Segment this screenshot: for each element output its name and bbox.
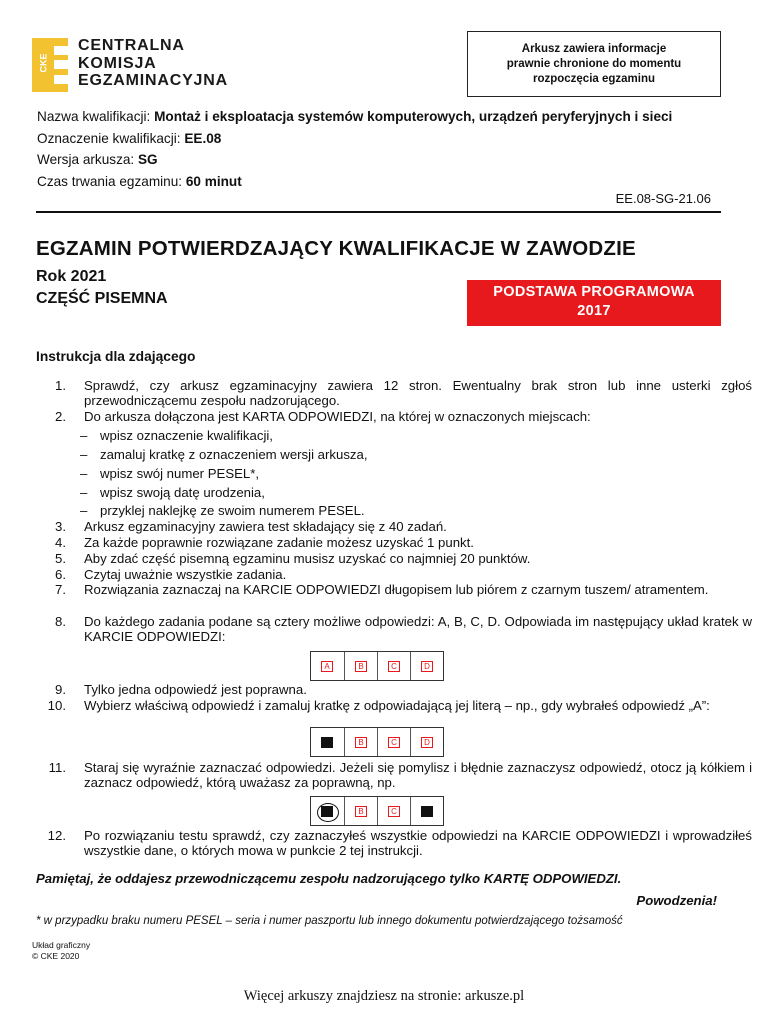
answer-grid-filled-example bbox=[310, 727, 444, 757]
item-number: 4. bbox=[55, 535, 66, 550]
answer-box-c: C bbox=[388, 806, 400, 817]
sub-item-text: wpisz oznaczenie kwalifikacji, bbox=[100, 428, 273, 443]
notice-line: rozpoczęcia egzaminu bbox=[532, 73, 656, 85]
item-text: Staraj się wyraźnie zaznaczać odpowiedzi. Jeżeli się pomylisz i błędnie zaznaczysz odpowiedź, otocz ją kółkiem i zaznacz odpowiedź, którą uważasz za poprawną, np. bbox=[84, 760, 752, 791]
dash: – bbox=[80, 485, 88, 500]
dash: – bbox=[80, 428, 88, 443]
item-number: 7. bbox=[55, 582, 66, 597]
good-luck: Powodzenia! bbox=[636, 893, 717, 908]
sheet-code: EE.08-SG-21.06 bbox=[615, 191, 711, 206]
item-text: Czytaj uważnie wszystkie zadania. bbox=[84, 567, 287, 582]
institution-line: EGZAMINACYJNA bbox=[78, 72, 228, 89]
answer-box-b: B bbox=[355, 806, 367, 817]
qualification-name: Montaż i eksploatacja systemów komputerowych, urządzeń peryferyjnych i sieci bbox=[154, 109, 673, 124]
sub-item-text: wpisz swój numer PESEL*, bbox=[100, 466, 260, 481]
label: Wersja arkusza: bbox=[37, 152, 138, 167]
qualification-code: EE.08 bbox=[184, 130, 222, 146]
answer-grid-correction-example bbox=[310, 796, 444, 826]
cke-logo bbox=[32, 38, 68, 92]
item-text: Do arkusza dołączona jest KARTA ODPOWIEDZI, na której w oznaczonych miejscach: bbox=[84, 409, 591, 424]
item-text: Za każde poprawnie rozwiązane zadanie możesz uzyskać 1 punkt. bbox=[84, 535, 474, 550]
item-number: 8. bbox=[55, 614, 66, 629]
institution-line: KOMISJA bbox=[78, 54, 157, 72]
item-number: 9. bbox=[55, 682, 66, 697]
layout-credit bbox=[32, 940, 90, 962]
label: Nazwa kwalifikacji: bbox=[37, 109, 155, 124]
answer-box-d: D bbox=[421, 737, 433, 748]
remember-note: Pamiętaj, że oddajesz przewodniczącemu zespołu nadzorującego tylko KARTĘ ODPOWIEDZI. bbox=[36, 871, 622, 886]
answer-box-b: B bbox=[355, 661, 367, 672]
item-text: Do każdego zadania podane są cztery możliwe odpowiedzi: A, B, C, D. Odpowiada im następujący układ kratek w KARCIE ODPOWIEDZI: bbox=[84, 614, 752, 645]
answer-box-c: C bbox=[388, 661, 400, 672]
item-number: 2. bbox=[55, 409, 66, 424]
item-number: 12. bbox=[47, 828, 66, 843]
sub-item-text: wpisz swoją datę urodzenia, bbox=[100, 485, 265, 500]
instructions-heading: Instrukcja dla zdającego bbox=[36, 349, 196, 364]
institution-line: CENTRALNA bbox=[78, 37, 185, 54]
exam-year: Rok 2021 bbox=[36, 268, 107, 285]
answer-box-a-circled: A bbox=[321, 806, 333, 817]
item-text: Rozwiązania zaznaczaj na KARCIE ODPOWIEDZI długopisem lub piórem z czarnym tuszem/ atramentem. bbox=[84, 582, 709, 597]
answer-box-d: D bbox=[421, 661, 433, 672]
duration: 60 minut bbox=[185, 173, 242, 189]
label: Oznaczenie kwalifikacji: bbox=[37, 130, 185, 146]
copyright: © CKE 2020 bbox=[32, 951, 80, 961]
label: Czas trwania egzaminu: bbox=[37, 173, 186, 189]
program-line: PODSTAWA PROGRAMOWA bbox=[493, 284, 695, 300]
divider bbox=[36, 211, 721, 213]
confidential-notice bbox=[467, 31, 721, 97]
answer-box-b: B bbox=[355, 737, 367, 748]
answer-box-c: C bbox=[388, 737, 400, 748]
notice-line: prawnie chronione do momentu bbox=[506, 58, 682, 70]
dash: – bbox=[80, 447, 88, 462]
version: SG bbox=[137, 152, 158, 167]
item-number: 10. bbox=[47, 698, 66, 713]
program-line: 2017 bbox=[577, 303, 611, 319]
item-text: Po rozwiązaniu testu sprawdź, czy zaznaczyłeś wszystkie odpowiedzi na KARCIE ODPOWIEDZI i wprowadziłeś wszystkie dane, o których mowa w punkcie 2 tej instrukcji. bbox=[84, 828, 752, 859]
item-text: Sprawdź, czy arkusz egzaminacyjny zawiera 12 stron. Ewentualny brak stron lub inne usterki zgłoś przewodniczącemu zespołu nadzorującego. bbox=[84, 378, 752, 409]
exam-meta bbox=[37, 106, 672, 192]
sub-item-text: zamaluj kratkę z oznaczeniem wersji arkusza, bbox=[100, 447, 368, 462]
more-sheets-link[interactable]: Więcej arkuszy znajdziesz na stronie: arkusze.pl bbox=[243, 988, 525, 1004]
sub-item-text: przyklej naklejkę ze swoim numerem PESEL. bbox=[100, 503, 365, 518]
item-number: 5. bbox=[55, 551, 66, 566]
dash: – bbox=[80, 503, 88, 518]
item-text: Tylko jedna odpowiedź jest poprawna. bbox=[84, 682, 307, 697]
item-number: 1. bbox=[55, 378, 66, 393]
exam-title: EGZAMIN POTWIERDZAJĄCY KWALIFIKACJE W ZAWODZIE bbox=[36, 237, 636, 260]
layout-label: Układ graficzny bbox=[32, 940, 91, 950]
item-number: 6. bbox=[55, 567, 66, 582]
program-badge bbox=[467, 280, 721, 326]
institution-name bbox=[78, 37, 228, 90]
item-number: 11. bbox=[48, 760, 66, 775]
answer-box-a: A bbox=[321, 661, 333, 672]
notice-line: Arkusz zawiera informacje bbox=[521, 43, 667, 55]
dash: – bbox=[80, 466, 88, 481]
item-text: Arkusz egzaminacyjny zawiera test składający się z 40 zadań. bbox=[84, 519, 447, 534]
logo-mark-text: CKE bbox=[38, 53, 49, 73]
item-text: Wybierz właściwą odpowiedź i zamaluj kratkę z odpowiadającą jej literą – np., gdy wybrałeś odpowiedź „A”: bbox=[84, 698, 710, 713]
footnote: * w przypadku braku numeru PESEL – seria i numer paszportu lub innego dokumentu potwierdzającego tożsamość bbox=[36, 915, 623, 927]
item-text: Aby zdać część pisemną egzaminu musisz uzyskać co najmniej 20 punktów. bbox=[84, 551, 531, 566]
answer-grid-example bbox=[310, 651, 444, 681]
item-number: 3. bbox=[55, 519, 66, 534]
answer-box-d-filled: D bbox=[421, 806, 433, 817]
exam-part: CZĘŚĆ PISEMNA bbox=[36, 290, 168, 307]
answer-box-a-filled: A bbox=[321, 737, 333, 748]
